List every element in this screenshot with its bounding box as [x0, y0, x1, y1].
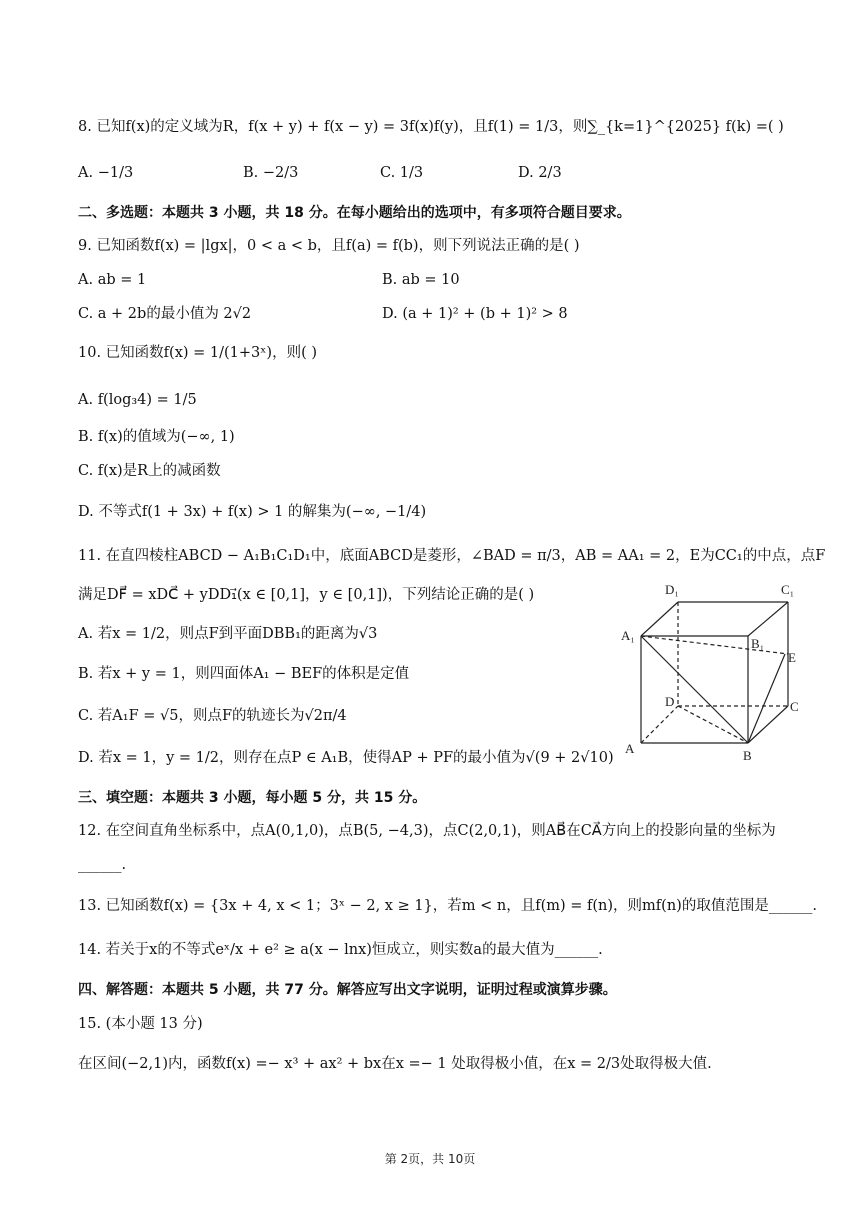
q11-stem-line1: 11. 在直四棱柱ABCD − A₁B₁C₁D₁中，底面ABCD是菱形，∠BAD = π/3，AB = AA₁ = 2，E为CC₁的中点，点F: [78, 548, 826, 564]
q10-option-d: D. 不等式f(1 + 3x) + f(x) > 1 的解集为(−∞, −1/4): [78, 504, 427, 520]
q9-option-a: A. ab = 1: [78, 272, 147, 288]
q11-option-d: D. 若x = 1，y = 1/2，则存在点P ∈ A₁B，使得AP + PF的最小值为√(9 + 2√10): [78, 750, 614, 766]
q10-option-a: A. f(log₃4) = 1/5: [78, 392, 197, 408]
q9-stem: 9. 已知函数f(x) = |lgx|，0 < a < b，且f(a) = f(b)，则下列说法正确的是( ): [78, 238, 580, 254]
q10-stem: 10. 已知函数f(x) = 1/(1+3ˣ)，则( ): [78, 345, 317, 361]
q15-title: 15. (本小题 13 分): [78, 1016, 203, 1032]
q14-stem: 14. 若关于x的不等式eˣ/x + e² ≥ a(x − lnx)恒成立，则实数a的最大值为______.: [78, 942, 603, 958]
q8-option-d: D. 2/3: [518, 165, 562, 181]
label-b: B: [743, 748, 752, 763]
q11-option-b: B. 若x + y = 1，则四面体A₁ − BEF的体积是定值: [78, 666, 410, 682]
prism-figure: [615, 578, 805, 763]
section-3-heading: 三、填空题：本题共 3 小题，每小题 5 分，共 15 分。: [78, 790, 427, 806]
q12-line1: 12. 在空间直角坐标系中，点A(0,1,0)，点B(5, −4,3)，点C(2,0,1)，则AB⃗在CA⃗方向上的投影向量的坐标为: [78, 823, 776, 839]
segment-db: [678, 706, 748, 743]
label-d1: D₁: [665, 582, 679, 597]
q9-option-b: B. ab = 10: [382, 272, 460, 288]
page-footer: 第 2页，共 10页: [384, 1152, 476, 1166]
edge-ad: [641, 706, 678, 743]
label-e: E: [788, 650, 796, 665]
q8-option-b: B. −2/3: [243, 165, 299, 181]
q11-option-a: A. 若x = 1/2，则点F到平面DBB₁的距离为√3: [78, 626, 378, 642]
segment-be: [748, 654, 785, 743]
q11-stem-line2: 满足DF⃗ = xDC⃗ + yDD₁⃗(x ∈ [0,1]，y ∈ [0,1])，下列结论正确的是( ): [78, 587, 535, 603]
label-a: A: [625, 741, 635, 756]
label-a1: A₁: [621, 628, 635, 643]
q11-option-c: C. 若A₁F = √5，则点F的轨迹长为√2π/4: [78, 708, 347, 724]
q8-option-c: C. 1/3: [380, 165, 424, 181]
q9-option-d: D. (a + 1)² + (b + 1)² > 8: [382, 306, 568, 322]
label-b1: B₁: [751, 636, 765, 651]
edge-a1d1: [641, 602, 678, 636]
q8-stem: 8. 已知f(x)的定义域为R，f(x + y) + f(x − y) = 3f(x)f(y)，且f(1) = 1/3，则∑_{k=1}^{2025} f(k) =( ): [78, 119, 784, 135]
edge-bc: [748, 706, 788, 743]
segment-a1e: [641, 636, 788, 654]
label-c1: C₁: [781, 582, 795, 597]
q10-option-b: B. f(x)的值域为(−∞, 1): [78, 429, 235, 445]
q9-option-c: C. a + 2b的最小值为 2√2: [78, 306, 252, 322]
q15-body: 在区间(−2,1)内，函数f(x) =− x³ + ax² + bx在x =− 1 处取得极小值，在x = 2/3处取得极大值.: [78, 1056, 712, 1072]
q8-option-a: A. −1/3: [78, 165, 134, 181]
edge-b1c1: [748, 602, 788, 636]
section-4-heading: 四、解答题：本题共 5 小题，共 77 分。解答应写出文字说明，证明过程或演算步骤。: [78, 982, 617, 998]
q13-stem: 13. 已知函数f(x) = {3x + 4, x < 1；3ˣ − 2, x ≥ 1}，若m < n，且f(m) = f(n)，则mf(n)的取值范围是______.: [78, 898, 817, 914]
label-d: D: [665, 694, 675, 709]
q12-line2: ______.: [78, 857, 127, 873]
section-2-heading: 二、多选题：本题共 3 小题，共 18 分。在每小题给出的选项中，有多项符合题目要求。: [78, 205, 631, 221]
q10-option-c: C. f(x)是R上的减函数: [78, 463, 221, 479]
label-c: C: [790, 699, 799, 714]
